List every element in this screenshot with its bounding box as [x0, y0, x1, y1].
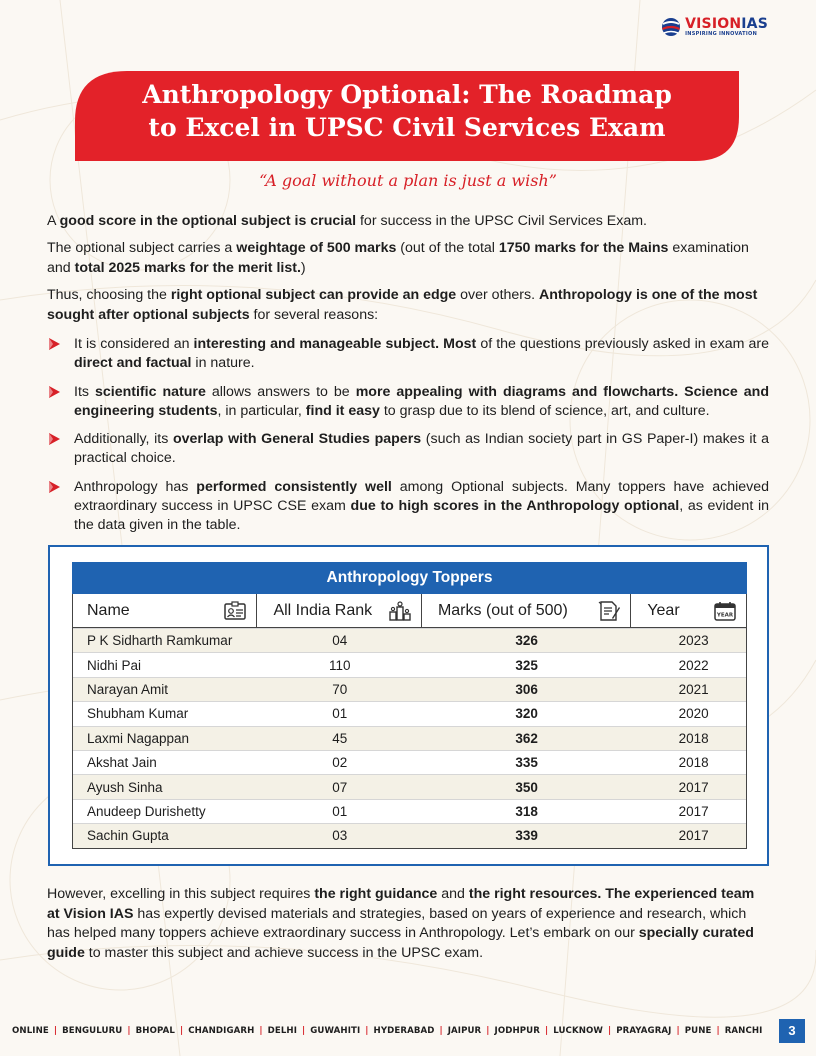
- table-row: [73, 750, 746, 774]
- play-bullet-icon: [47, 480, 61, 494]
- footer-separator: |: [716, 1026, 720, 1036]
- footer-city: PRAYAGRAJ: [616, 1026, 672, 1036]
- footer-city: JAIPUR: [447, 1026, 482, 1036]
- text-run: for several reasons:: [249, 306, 379, 323]
- text-run: (out of the total: [396, 240, 499, 256]
- bold-text: total 2025 marks for the merit list.: [74, 259, 301, 276]
- text-run: Thus, choosing the: [47, 287, 171, 303]
- text-run: of the questions previously asked in exam are: [476, 336, 769, 352]
- footer-city: GUWAHITI: [310, 1026, 361, 1036]
- cell-marks: 326: [515, 633, 538, 649]
- vision-ias-logo: [660, 16, 768, 38]
- cell-year: 2018: [678, 755, 709, 771]
- table-row: [73, 701, 746, 725]
- calendar-icon: [714, 601, 736, 621]
- footer-city: BHOPAL: [135, 1026, 175, 1036]
- bold-text: good score in the optional subject is crucial: [59, 213, 357, 229]
- toppers-table: [72, 562, 747, 849]
- text-run: ): [300, 259, 306, 276]
- footer-separator: |: [608, 1026, 612, 1036]
- list-item: [47, 335, 769, 374]
- bold-text: specially curated guide: [47, 925, 754, 961]
- paragraph-weightage: [47, 239, 769, 278]
- list-item-text: [74, 336, 769, 371]
- table-row: [73, 823, 746, 847]
- table-caption: Anthropology Toppers: [72, 562, 747, 594]
- bold-text: the right guidance: [314, 886, 438, 902]
- cell-rank: 02: [332, 755, 348, 771]
- title-line-2: to Excel in UPSC Civil Services Exam: [148, 113, 666, 142]
- bold-text: Most: [443, 336, 477, 352]
- list-item-text: [74, 479, 769, 534]
- footer-separator: |: [486, 1026, 490, 1036]
- cell-rank: 70: [332, 681, 348, 697]
- footer-city: ONLINE: [12, 1026, 49, 1036]
- cell-name: Anudeep Durishetty: [87, 803, 206, 819]
- bold-text: more appealing with diagrams and flowcharts. Science and engineering students: [74, 383, 769, 419]
- footer-separator: |: [544, 1026, 549, 1036]
- header-marks: Marks (out of 500): [422, 594, 631, 627]
- footer-city: JODHPUR: [494, 1026, 540, 1036]
- cell-year: 2017: [678, 803, 709, 819]
- text-run: has expertly devised materials and strategies, based on years of experience and research, which has helped many toppers achieve extraordinary success in Anthropology. Let’s embark on our: [47, 905, 747, 941]
- cell-rank: 01: [332, 706, 348, 722]
- bold-text: scientific nature: [94, 383, 206, 400]
- text-run: A: [47, 213, 60, 229]
- cell-year: 2017: [678, 828, 709, 844]
- page-title: [75, 78, 739, 144]
- title-line-1: Anthropology Optional: The Roadmap: [142, 80, 672, 109]
- footer-separator: |: [439, 1026, 443, 1036]
- cell-name: Shubham Kumar: [87, 706, 189, 722]
- footer-separator: |: [302, 1026, 306, 1036]
- text-run: It is considered an: [74, 336, 194, 352]
- bold-text: the right resources. The experienced team at Vision IAS: [47, 886, 755, 922]
- table-row: [73, 799, 746, 823]
- cell-rank: 110: [328, 657, 351, 673]
- text-run: and: [437, 886, 469, 902]
- text-run: Additionally, its: [74, 431, 173, 448]
- text-run: examination and: [47, 240, 749, 276]
- play-bullet-icon: [47, 432, 61, 446]
- cell-marks: 325: [515, 657, 538, 673]
- cell-marks: 350: [515, 779, 538, 795]
- text-run: in nature.: [191, 355, 255, 372]
- list-item: [47, 383, 769, 422]
- cell-name: Akshat Jain: [87, 755, 157, 771]
- table-row: [73, 652, 746, 676]
- quote: “A goal without a plan is just a wish”: [259, 171, 557, 190]
- list-item-text: [74, 384, 769, 419]
- bold-text: due to high scores in the Anthropology optional: [350, 498, 680, 515]
- text-run: for success in the UPSC Civil Services Exam.: [356, 213, 647, 229]
- bold-text: overlap with General Studies papers: [172, 431, 422, 448]
- text-run: over others.: [456, 287, 540, 303]
- table-row: [73, 677, 746, 701]
- text-run: The optional subject carries a: [47, 240, 237, 256]
- logo-wordmark: VISIONIAS: [685, 16, 768, 32]
- cell-marks: 306: [515, 681, 538, 697]
- podium-icon: [389, 601, 411, 621]
- cell-marks: 339: [515, 828, 538, 844]
- footer-city: HYDERABAD: [373, 1026, 435, 1036]
- text-run: to grasp due to its blend of science, art, and culture.: [379, 402, 710, 419]
- bold-text: weightage of 500 marks: [236, 240, 397, 256]
- cell-marks: 362: [515, 730, 538, 746]
- footer-separator: |: [127, 1026, 131, 1036]
- footer-cities: [0, 1019, 779, 1043]
- cell-year: 2020: [678, 706, 709, 722]
- footer-city: BENGULURU: [62, 1026, 123, 1036]
- text-run: allows answers to be: [205, 383, 356, 400]
- bold-text: Anthropology is one of the most sought after optional subjects: [47, 287, 758, 323]
- bold-text: direct and factual: [74, 355, 192, 372]
- text-run: , as evident in the data given in the table.: [74, 498, 769, 534]
- bold-text: performed consistently well: [196, 478, 392, 495]
- text-run: However, excelling in this subject requires: [47, 886, 315, 902]
- cell-marks: 335: [515, 755, 538, 771]
- cell-name: P K Sidharth Ramkumar: [87, 633, 233, 649]
- toppers-table-box: [48, 545, 769, 866]
- logo-tagline: INSPIRING INNOVATION: [685, 31, 758, 37]
- cell-rank: 04: [332, 633, 348, 649]
- cell-year: 2023: [678, 633, 709, 649]
- paragraph-guidance: [47, 885, 769, 963]
- header-name: Name: [73, 594, 257, 627]
- cell-name: Ayush Sinha: [87, 779, 163, 795]
- table-row: [73, 726, 746, 750]
- paragraph-intro: [47, 212, 769, 232]
- calendar-icon-label: YEAR: [716, 612, 734, 619]
- footer-city: LUCKNOW: [553, 1026, 603, 1036]
- play-bullet-icon: [47, 385, 61, 399]
- text-run: (such as Indian society part in GS Paper-I) makes it a practical choice.: [74, 431, 769, 467]
- text-run: , in particular,: [217, 402, 306, 419]
- footer-city: PUNE: [684, 1026, 712, 1036]
- table-row: [73, 774, 746, 798]
- cell-year: 2017: [678, 779, 709, 795]
- cell-year: 2018: [678, 730, 709, 746]
- list-item-text: [74, 431, 769, 466]
- exam-sheet-icon: [598, 601, 620, 621]
- footer-separator: |: [259, 1026, 263, 1036]
- footer-city: CHANDIGARH: [188, 1026, 255, 1036]
- footer-separator: |: [53, 1026, 58, 1036]
- header-year: Year YEAR: [631, 594, 746, 627]
- play-bullet-icon: [47, 337, 61, 351]
- bold-text: right optional subject can provide an edge: [170, 287, 457, 303]
- list-item: [47, 478, 769, 536]
- cell-marks: 318: [515, 803, 538, 819]
- cell-year: 2021: [678, 681, 709, 697]
- cell-name: Narayan Amit: [87, 681, 169, 697]
- cell-rank: 07: [332, 779, 348, 795]
- cell-rank: 03: [332, 828, 348, 844]
- text-run: among Optional subjects. Many toppers have achieved extraordinary success in UPSC CSE exam: [74, 478, 770, 515]
- reasons-list: [47, 335, 769, 545]
- cell-rank: 01: [332, 803, 348, 819]
- page-number: 3: [779, 1019, 805, 1043]
- cell-name: Nidhi Pai: [87, 657, 142, 673]
- paragraph-choice: [47, 286, 769, 325]
- bold-text: find it easy: [305, 402, 380, 419]
- id-card-icon: [224, 601, 246, 621]
- bold-text: interesting and manageable subject.: [193, 336, 440, 352]
- cell-year: 2022: [678, 657, 709, 673]
- text-run: Anthropology has: [74, 478, 197, 495]
- footer-city: DELHI: [267, 1026, 297, 1036]
- list-item: [47, 430, 769, 469]
- text-run: Its: [74, 383, 95, 400]
- cell-name: Sachin Gupta: [87, 828, 169, 844]
- text-run: to master this subject and achieve success in the UPSC exam.: [84, 944, 484, 961]
- footer-separator: |: [676, 1026, 680, 1036]
- title-banner: [75, 71, 739, 161]
- cell-marks: 320: [515, 706, 538, 722]
- header-rank: All India Rank: [257, 594, 422, 627]
- footer-separator: |: [179, 1026, 184, 1036]
- cell-name: Laxmi Nagappan: [87, 730, 190, 746]
- table-header: [72, 594, 747, 628]
- footer-separator: |: [365, 1026, 369, 1036]
- bold-text: 1750 marks for the Mains: [498, 240, 669, 256]
- table-row: [73, 628, 746, 652]
- table-body: [72, 628, 747, 849]
- globe-icon: [660, 16, 682, 38]
- footer-city: RANCHI: [724, 1026, 763, 1036]
- cell-rank: 45: [332, 730, 348, 746]
